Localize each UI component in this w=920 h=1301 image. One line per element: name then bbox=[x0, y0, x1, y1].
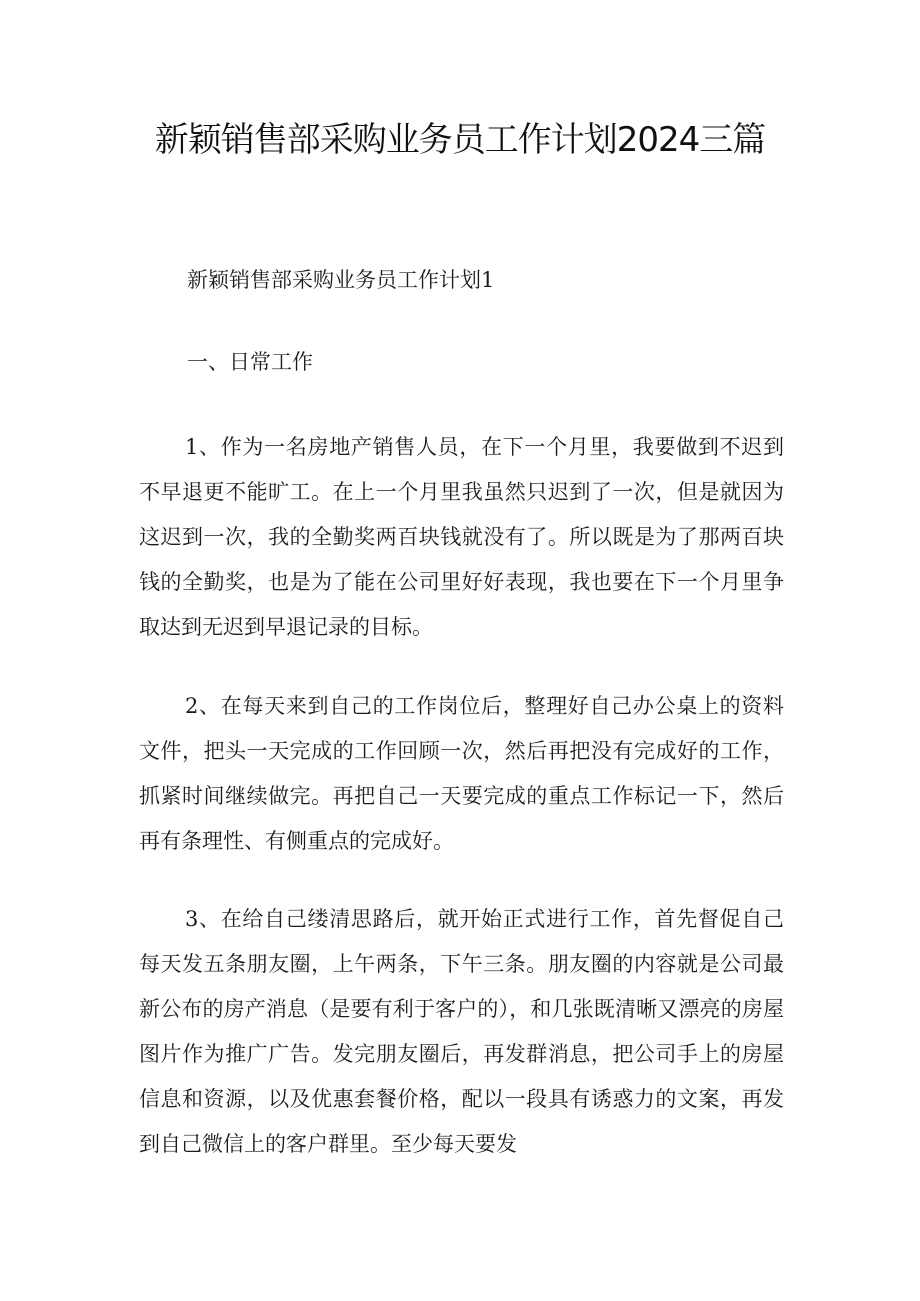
paragraph-1: 1、作为一名房地产销售人员，在下一个月里，我要做到不迟到不早退更不能旷工。在上一个月里我虽然只迟到了一次，但是就因为这迟到一次，我的全勤奖两百块钱就没有了。所以既是为了那两百块钱的全勤奖，也是为了能在公司里好好表现，我也要在下一个月里争取达到无迟到早退记录的目标。 bbox=[139, 435, 784, 639]
section-heading: 一、日常工作 bbox=[187, 350, 313, 374]
document-title: 新颖销售部采购业务员工作计划2024三篇 bbox=[154, 120, 766, 160]
paragraph-3: 3、在给自己缕清思路后，就开始正式进行工作，首先督促自己每天发五条朋友圈，上午两条，下午三条。朋友圈的内容就是公司最新公布的房产消息（是要有利于客户的），和几张既清晰又漂亮的房屋图片作为推广广告。发完朋友圈后，再发群消息，把公司手上的房屋信息和资源，以及优惠套餐价格，配以一段具有诱惑力的文案，再发到自己微信上的客户群里。至少每天要发 bbox=[139, 907, 784, 1156]
paragraph-2: 2、在每天来到自己的工作岗位后，整理好自己办公桌上的资料文件，把头一天完成的工作回顾一次，然后再把没有完成好的工作，抓紧时间继续做完。再把自己一天要完成的重点工作标记一下，然后再有条理性、有侧重点的完成好。 bbox=[139, 694, 784, 853]
plan-subtitle: 新颖销售部采购业务员工作计划1 bbox=[187, 268, 495, 292]
